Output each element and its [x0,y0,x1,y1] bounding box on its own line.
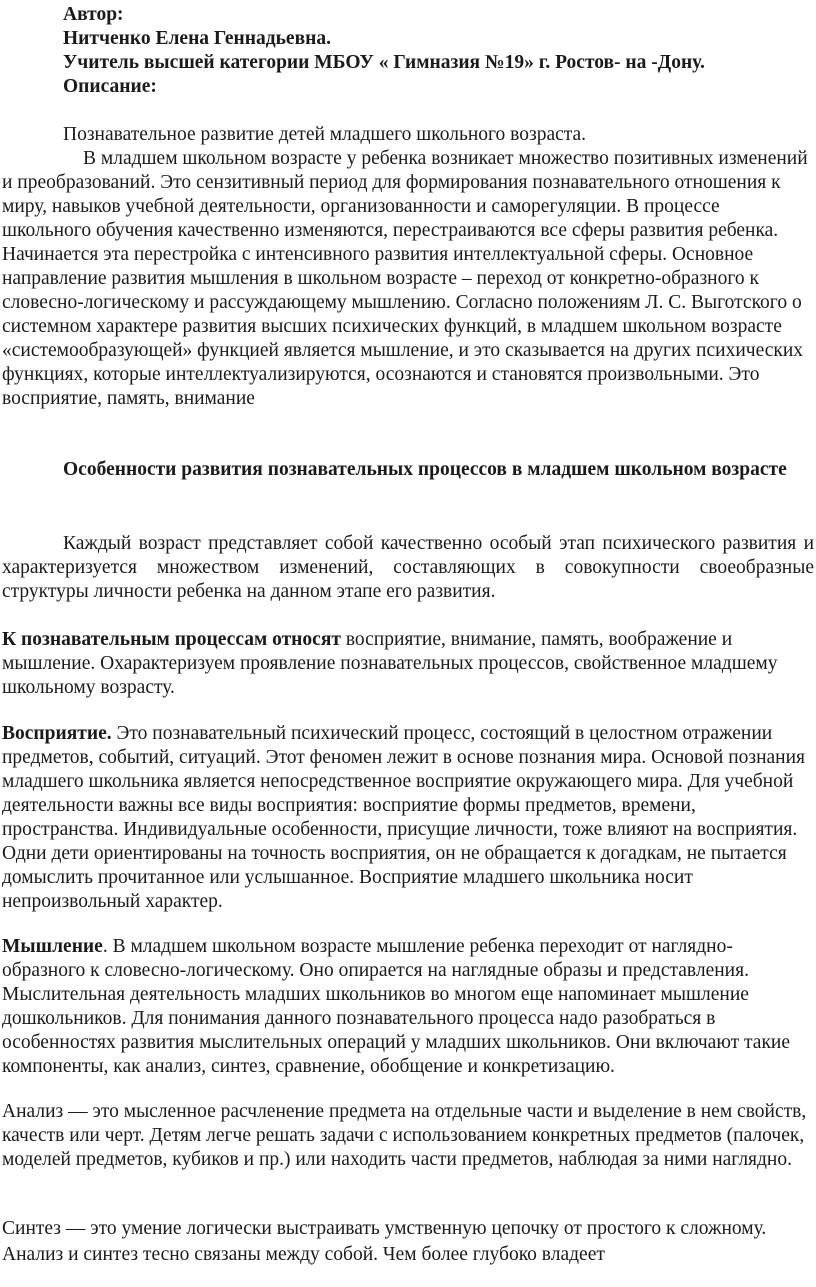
perception-paragraph [2,722,814,914]
author-block [63,3,803,99]
cognitive-processes-paragraph [2,628,814,700]
document-subtitle: Познавательное развитие детей младшего школьного возраста. [63,124,587,145]
synthesis-paragraph: Синтез — это умение логически выстраивать умственную цепочку от простого к сложному. Анализ и синтез тесно связаны между собой. Чем более глубоко владеет [2,1218,767,1265]
age-paragraph: Каждый возраст представляет собой качественно особый этап психического развития и характеризуется множеством изменений, составляющих в совокупности своеобразные структуры личности ребенка на данном этапе его развития. [2,533,814,602]
thinking-text: . В младшем школьном возрасте мышление ребенка переходит от наглядно-образного к словесно-логическому. Оно опирается на наглядные образы и представления. Мыслительная деятельность младших школьников во многом еще напоминает мышление дошкольников. Для понимания данного познавательного процесса надо разобраться в особенностях развития мыслительных операций у младших школьников. Они включают такие компоненты, как анализ, синтез, сравнение, обобщение и конкретизацию. [2,936,791,1077]
cognitive-processes-text: восприятие, внимание, память, воображение и мышление. Охарактеризуем проявление познавательных процессов, свойственное младшему школьному возрасту. [2,629,778,698]
cognitive-processes-lead: К познавательным процессам относят [2,629,341,650]
author-label: Автор: [63,4,124,25]
analysis-paragraph: Анализ — это мысленное расчленение предмета на отдельные части и выделение в нем свойств, качеств или черт. Детям легче решать задачи с использованием конкретных предметов (палочек, моделей предметов, кубиков и пр.) или находить части предметов, наблюдая за ними наглядно. [2,1101,807,1170]
thinking-lead: Мышление [2,936,103,957]
thinking-paragraph [2,935,814,1079]
description-label: Описание: [63,76,157,97]
author-position: Учитель высшей категории МБОУ « Гимназия №19» г. Ростов- на -Дону. [63,52,705,73]
perception-lead: Восприятие. [2,723,112,744]
section-heading: Особенности развития познавательных процессов в младшем школьном возрасте [63,459,787,480]
author-name: Нитченко Елена Геннадьевна. [63,28,331,49]
perception-text: Это познавательный психический процесс, состоящий в целостном отражении предметов, событий, ситуаций. Этот феномен лежит в основе познания мира. Основой познания младшего школьника является непосредственное восприятие окружающего мира. Для учебной деятельности важны все виды восприятия: восприятие формы предметов, времени, пространства. Индивидуальные особенности, присущие личности, тоже влияют на восприятия. Одни дети ориентированы на точность восприятия, он не обращается к догадкам, не пытается домыслить прочитанное или услышанное. Восприятие младшего школьника носит непроизвольный характер. [2,723,806,912]
intro-paragraph: В младшем школьном возрасте у ребенка возникает множество позитивных изменений и преобразований. Это сензитивный период для формирования познавательного отношения к миру, навыков учебной деятельности, организованности и саморегуляции. В процессе школьного обучения качественно изменяются, перестраиваются все сферы развития ребенка. Начинается эта перестройка с интенсивного развития интеллектуальной сферы. Основное направление развития мышления в школьном возрасте – переход от конкретно-образного к словесно-логическому и рассуждающему мышлению. Согласно положениям Л. С. Выготского о системном характере развития высших психических функций, в младшем школьном возрасте «системообразующей» функцией является мышление, и это сказывается на других психических функциях, которые интеллектуализируются, осознаются и становятся произвольными. Это восприятие, память, внимание [2,148,808,409]
